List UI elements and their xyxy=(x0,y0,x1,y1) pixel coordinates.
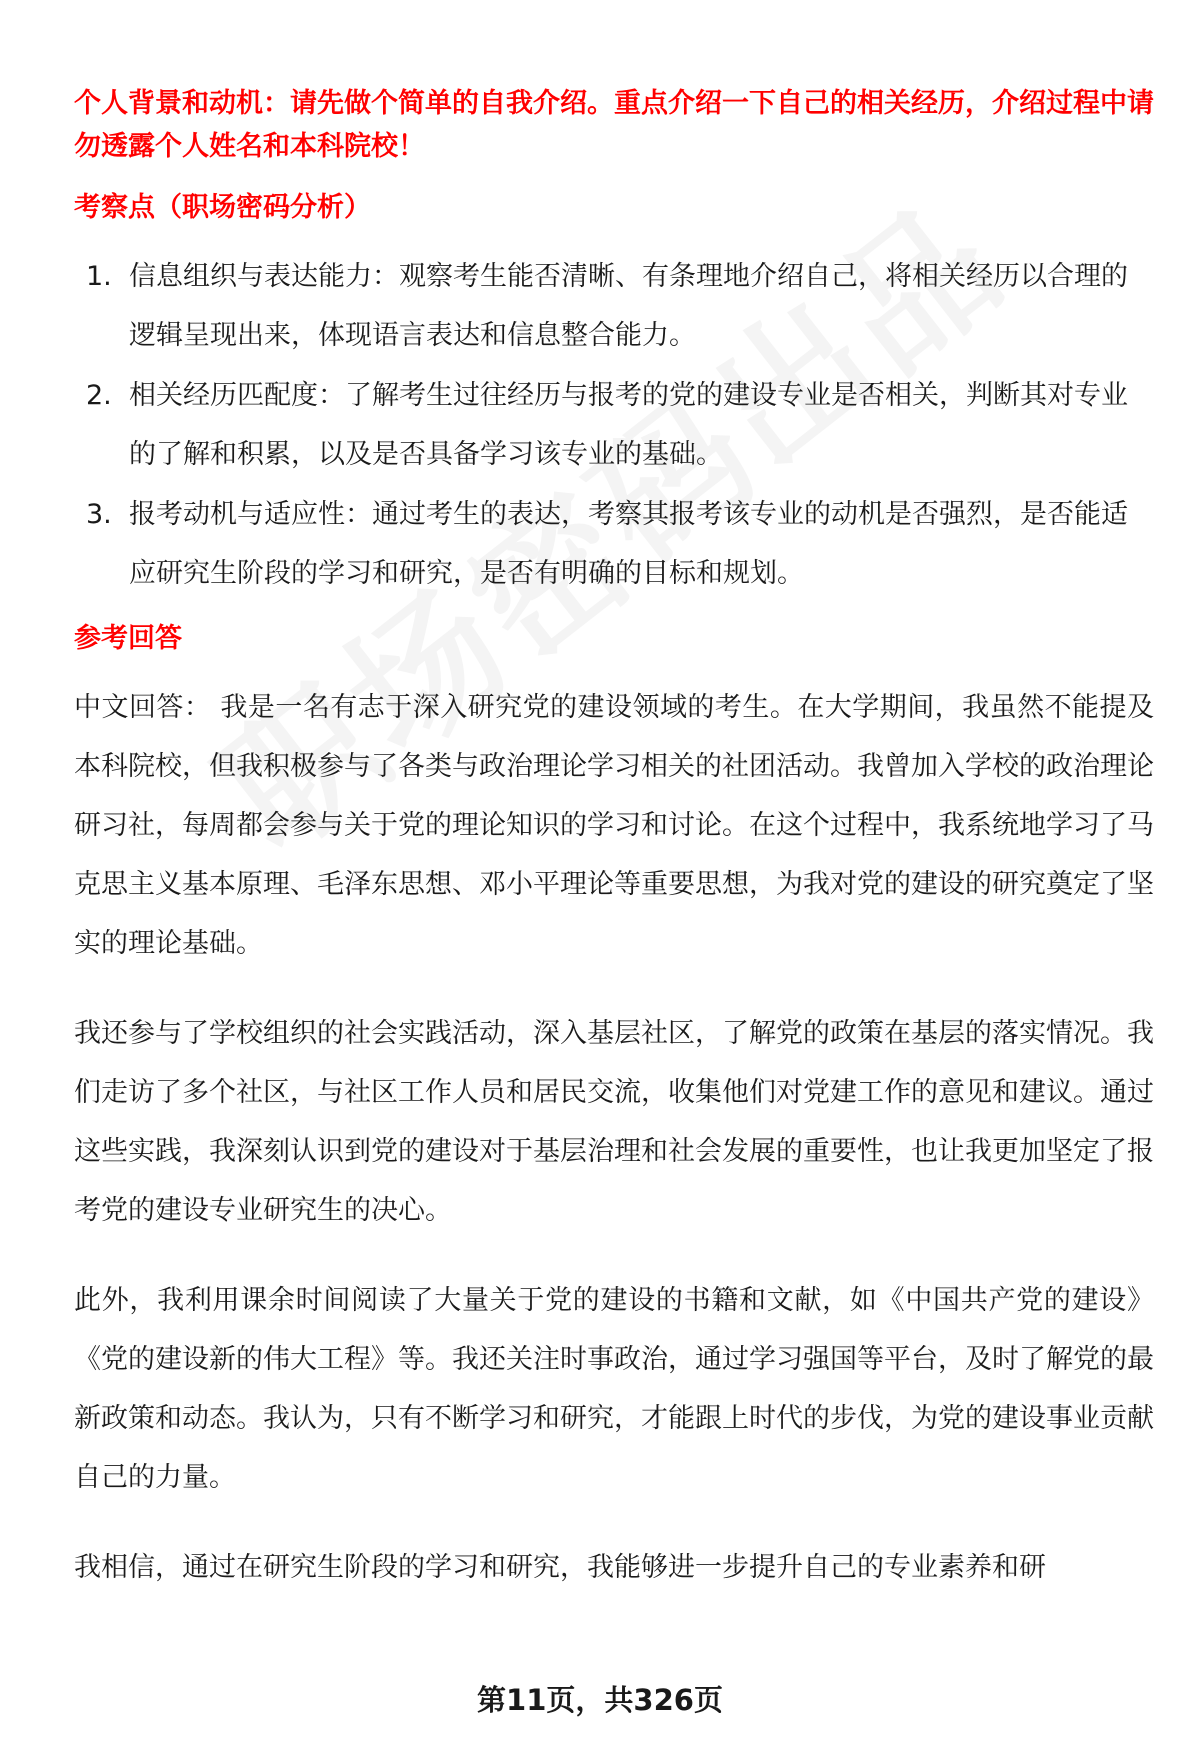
list-item xyxy=(74,247,1154,365)
answer-paragraph: 此外，我利用课余时间阅读了大量关于党的建设的书籍和文献，如《中国共产党的建设》《党的建设新的伟大工程》等。我还关注时事政治，通过学习强国等平台，及时了解党的最新政策和动态。我认为，只有不断学习和研究，才能跟上时代的步伐，为党的建设事业贡献自己的力量。 xyxy=(74,1285,1154,1493)
list-item-text: 相关经历匹配度：了解考生过往经历与报考的党的建设专业是否相关，判断其对专业的了解和积累，以及是否具备学习该专业的基础。 xyxy=(129,380,1128,470)
list-item xyxy=(74,366,1154,484)
list-item-number: 1. xyxy=(86,261,112,292)
answer-paragraph: 我相信，通过在研究生阶段的学习和研究，我能够进一步提升自己的专业素养和研 xyxy=(74,1552,1046,1583)
list-item xyxy=(74,485,1154,603)
analysis-title: 考察点（职场密码分析） xyxy=(74,192,371,223)
page-footer: 第11页，共326页 xyxy=(477,1683,723,1717)
list-item-number: 3. xyxy=(86,499,112,530)
answer-paragraph: 中文回答： 我是一名有志于深入研究党的建设领域的考生。在大学期间，我虽然不能提及本科院校，但我积极参与了各类与政治理论学习相关的社团活动。我曾加入学校的政治理论研习社，每周都会参与关于党的理论知识的学习和讨论。在这个过程中，我系统地学习了马克思主义基本原理、毛泽东思想、邓小平理论等重要思想，为我对党的建设的研究奠定了坚实的理论基础。 xyxy=(74,692,1154,959)
list-item-number: 2. xyxy=(86,380,112,411)
question-heading: 个人背景和动机：请先做个简单的自我介绍。重点介绍一下自己的相关经历，介绍过程中请勿透露个人姓名和本科院校！ xyxy=(74,88,1154,162)
list-item-text: 报考动机与适应性：通过考生的表达，考察其报考该专业的动机是否强烈，是否能适应研究生阶段的学习和研究，是否有明确的目标和规划。 xyxy=(129,499,1128,589)
analysis-points-list xyxy=(74,247,1154,603)
list-item-text: 信息组织与表达能力：观察考生能否清晰、有条理地介绍自己，将相关经历以合理的逻辑呈现出来，体现语言表达和信息整合能力。 xyxy=(129,261,1128,351)
answer-paragraph: 我还参与了学校组织的社会实践活动，深入基层社区，了解党的政策在基层的落实情况。我们走访了多个社区，与社区工作人员和居民交流，收集他们对党建工作的意见和建议。通过这些实践，我深刻认识到党的建设对于基层治理和社会发展的重要性，也让我更加坚定了报考党的建设专业研究生的决心。 xyxy=(74,1018,1154,1226)
page-content xyxy=(74,82,1154,1597)
answer-title: 参考回答 xyxy=(74,623,182,654)
